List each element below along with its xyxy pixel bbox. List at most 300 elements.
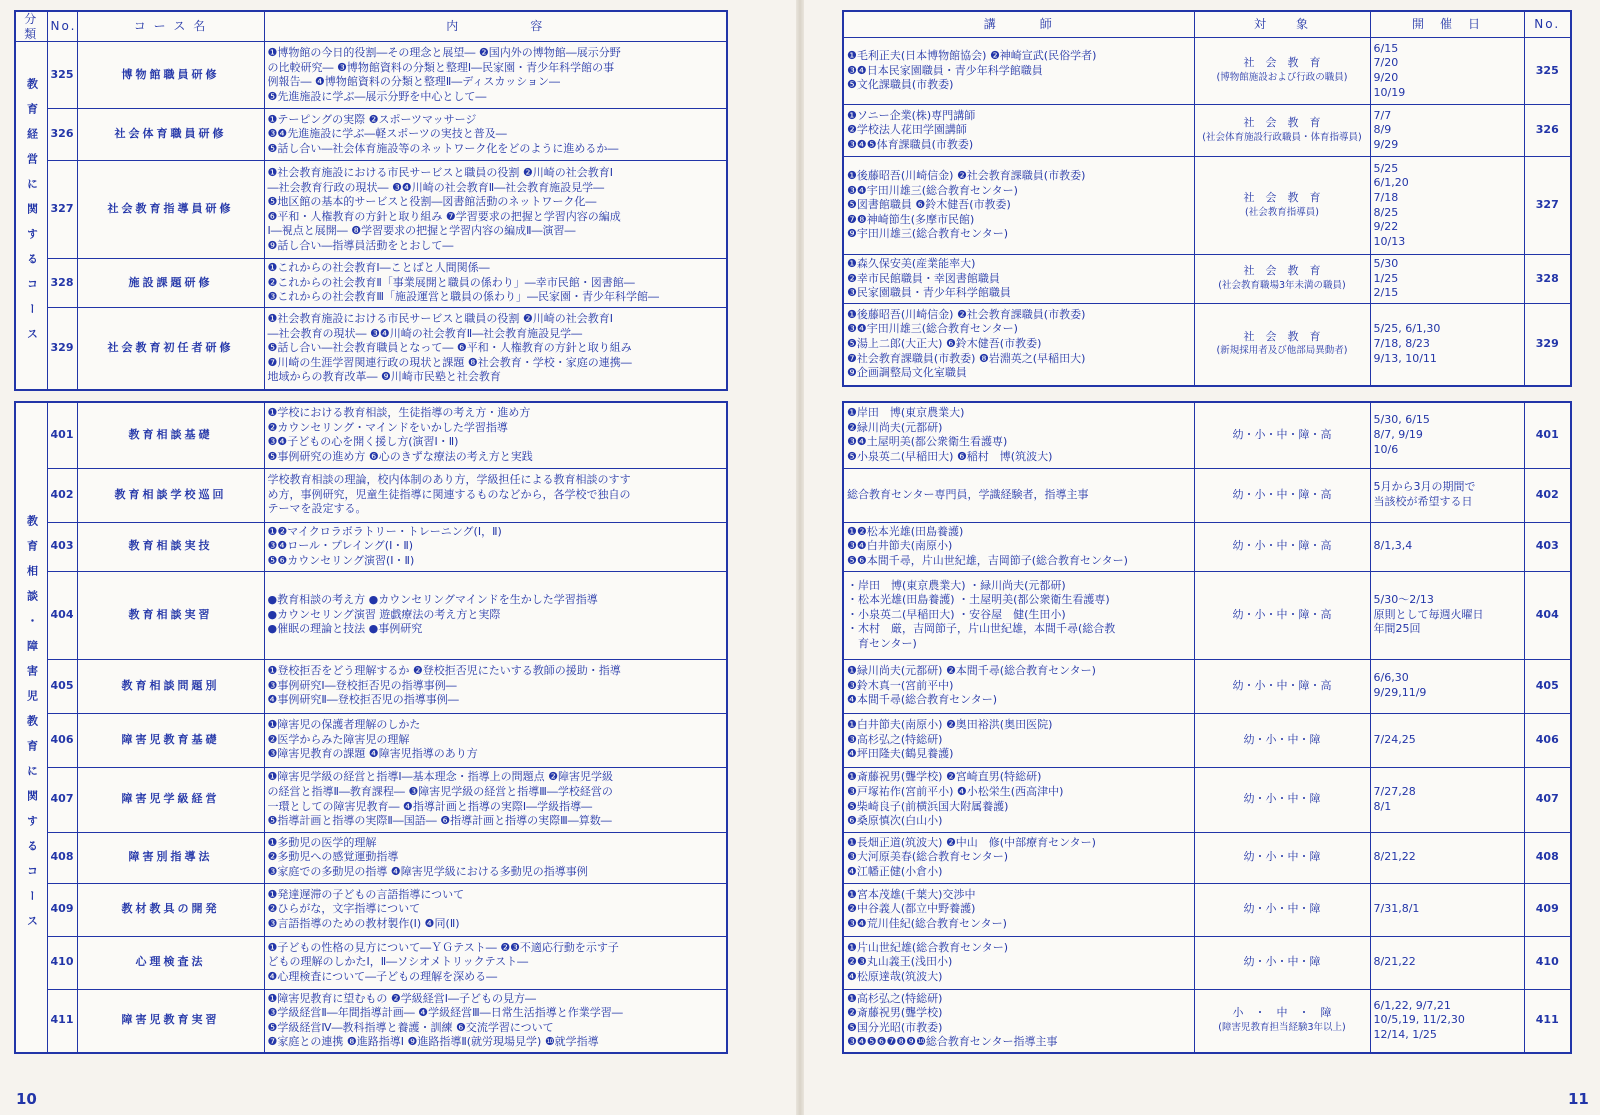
lecturer-cell [843, 767, 1194, 832]
target-label: 社 会 教 育 [1243, 264, 1321, 278]
course-table-left-1 [14, 10, 728, 391]
lecturer-line: ❸❹日本民家園職員・青少年科学館職員 [847, 63, 1043, 77]
date-line: 7/24,25 [1373, 732, 1416, 746]
lecturer-cell [843, 936, 1194, 989]
course-name: 施設課題研修 [77, 259, 264, 308]
date-cell [1370, 659, 1524, 713]
course-detail-row [843, 767, 1571, 832]
course-detail-row [843, 157, 1571, 255]
course-row [15, 161, 727, 259]
lecturer-cell [843, 255, 1194, 304]
target-label: 幼・小・中・障 [1243, 850, 1321, 864]
date-cell [1370, 571, 1524, 659]
table-header-row [15, 11, 727, 42]
lecturer-line: ❶岸田 博(東京農業大) [847, 406, 965, 420]
target-label: 幼・小・中・障 [1243, 955, 1321, 969]
content-line: の経営と指導Ⅱ―教育課程― ❸障害児学級の経営と指導Ⅲ―学校経営の [267, 784, 613, 798]
target-label: 幼・小・中・障・高 [1232, 487, 1332, 501]
date-line: 5/30 [1373, 257, 1399, 271]
target-cell [1194, 468, 1370, 522]
course-table-right-1 [842, 10, 1572, 387]
lecturer-line: ❷幸市民館職員・幸図書館職員 [847, 271, 1000, 285]
course-number: 411 [1524, 989, 1571, 1053]
content-line: ❺先進施設に学ぶ―展示分野を中心として― [267, 89, 487, 103]
course-detail-row [843, 105, 1571, 157]
content-line: ●教育相談の考え方 ●カウンセリングマインドを生かした学習指導 [267, 593, 598, 607]
page-number-right: 11 [1568, 1090, 1589, 1108]
content-line: ❺事例研究の進め方 ❻心のきずな療法の考え方と実践 [267, 449, 533, 463]
lecturer-line: ❺国分光昭(市教委) [847, 1020, 943, 1034]
target-cell [1194, 105, 1370, 157]
target-cell [1194, 767, 1370, 832]
lecturer-line: ❺図書館職員 ❻鈴木健吾(市教委) [847, 198, 1011, 212]
course-number: 410 [47, 936, 77, 989]
lecturer-line: ❹本間千尋(総合教育センター) [847, 693, 998, 707]
lecturer-line: ❸❹荒川佳紀(総合教育センター) [847, 916, 1007, 930]
course-content [264, 659, 727, 713]
course-detail-row [843, 883, 1571, 936]
lecturer-line: ❼社会教育課職員(市教委) ❽岩淵英之(早稲田大) [847, 351, 1086, 365]
course-row [15, 259, 727, 308]
target-cell [1194, 883, 1370, 936]
date-line: 1/25 [1373, 271, 1399, 285]
target-label: 幼・小・中・障・高 [1232, 539, 1332, 553]
content-line: ―社会教育の現状― ❸❹川崎の社会教育Ⅱ―社会教育施設見学― [267, 326, 583, 340]
date-cell [1370, 989, 1524, 1053]
content-line: ❺指導計画と指導の実際Ⅱ―国語― ❻指導計画と指導の実際Ⅲ―算数― [267, 814, 612, 828]
course-number: 410 [1524, 936, 1571, 989]
content-line: Ⅰ―視点と展開― ❽学習要求の把握と学習内容の編成Ⅱ―演習― [267, 224, 576, 238]
course-content [264, 936, 727, 989]
course-number: 406 [1524, 713, 1571, 767]
course-content [264, 989, 727, 1053]
target-note: (社会体育施設行政職員・体育指導員) [1202, 131, 1362, 143]
course-name: 教材教具の開発 [77, 883, 264, 936]
target-cell [1194, 522, 1370, 571]
content-line: 学校教育相談の理論，校内体制のあり方，学級担任による教育相談のすす [267, 473, 631, 487]
date-cell [1370, 38, 1524, 105]
course-number: 326 [1524, 105, 1571, 157]
course-number: 409 [47, 883, 77, 936]
date-line: 6/6,30 [1373, 671, 1409, 685]
date-line: 8/7, 9/19 [1373, 427, 1423, 441]
course-detail-row [843, 713, 1571, 767]
course-number: 408 [47, 832, 77, 883]
date-cell [1370, 936, 1524, 989]
content-line: ❸❹ロール・プレイング(Ⅰ・Ⅱ) [267, 539, 414, 553]
lecturer-line: ❶長畑正道(筑波大) ❷中山 修(中部療育センター) [847, 835, 1096, 849]
lecturer-line: ❷緑川尚夫(元都研) [847, 420, 943, 434]
target-cell [1194, 936, 1370, 989]
lecturer-cell [843, 157, 1194, 255]
course-detail-row [843, 832, 1571, 883]
course-detail-row [843, 304, 1571, 386]
category-label: 教育経営に関するコース [25, 77, 39, 353]
course-name: 障害別指導法 [77, 832, 264, 883]
content-line: ❼川崎の生涯学習関連行政の現状と課題 ❽社会教育・学校・家庭の連携― [267, 355, 632, 369]
lecturer-line: ❶白井節夫(南原小) ❷奥田裕洪(奥田医院) [847, 718, 1053, 732]
lecturer-line: ❻桑原慎次(白山小) [847, 814, 943, 828]
date-line: 5/25, 6/1,30 [1373, 322, 1441, 336]
course-content [264, 832, 727, 883]
lecturer-line: ❸大河原美春(総合教育センター) [847, 850, 1009, 864]
lecturer-line: ❸鈴木真一(宮前平中) [847, 678, 954, 692]
target-note: (社会教育指導員) [1245, 206, 1319, 218]
date-line: 6/15 [1373, 41, 1399, 55]
target-label: 社 会 教 育 [1243, 329, 1321, 343]
date-line: 5/30～2/13 [1373, 593, 1434, 607]
course-number: 401 [47, 402, 77, 468]
course-table-right-2 [842, 401, 1572, 1054]
content-line: ❸事例研究Ⅰ―登校拒否児の指導事例― [267, 678, 457, 692]
lecturer-cell [843, 38, 1194, 105]
target-label: 幼・小・中・障 [1243, 902, 1321, 916]
course-detail-row [843, 989, 1571, 1053]
content-line: ❶多動児の医学的理解 [267, 835, 377, 849]
course-row [15, 522, 727, 571]
lecturer-cell [843, 571, 1194, 659]
date-cell [1370, 304, 1524, 386]
content-line: ❸❹子どもの心を開く援し方(演習Ⅰ・Ⅱ) [267, 435, 459, 449]
course-row [15, 883, 727, 936]
header-date: 開 催 日 [1370, 11, 1524, 38]
content-line: ●カウンセリング演習 遊戯療法の考え方と実際 [267, 607, 501, 621]
date-cell [1370, 883, 1524, 936]
date-line: 2/15 [1373, 286, 1399, 300]
content-line: ❷これからの社会教育Ⅱ「事業展開と職員の係わり」―幸市民館・図書館― [267, 275, 635, 289]
date-line: 8/1 [1373, 799, 1392, 813]
content-line: ❹心理検査について―子どもの理解を深める― [267, 969, 498, 983]
lecturer-line: 総合教育センター専門員，学識経験者，指導主事 [847, 487, 1089, 501]
course-content [264, 308, 727, 390]
course-detail-row [843, 255, 1571, 304]
course-number: 406 [47, 713, 77, 767]
header-lecturer: 講 師 [843, 11, 1194, 38]
date-line: 10/6 [1373, 442, 1399, 456]
lecturer-line: ❶緑川尚夫(元都研) ❷本間千尋(総合教育センター) [847, 664, 1096, 678]
course-number: 328 [1524, 255, 1571, 304]
course-row [15, 659, 727, 713]
lecturer-line: ❸❹白井節夫(南原小) [847, 539, 953, 553]
course-name: 教育相談実技 [77, 522, 264, 571]
content-line: ❶障害児の保護者理解のしかた [267, 718, 421, 732]
course-table-left-2 [14, 401, 728, 1054]
lecturer-line: ❸民家園職員・青少年科学館職員 [847, 286, 1011, 300]
content-line: 地域からの教育改革― ❾川崎市民塾と社会教育 [267, 370, 501, 384]
header-content: 内 容 [264, 11, 727, 42]
course-number: 411 [47, 989, 77, 1053]
content-line: どもの理解のしかたⅠ，Ⅱ―ソシオメトリックテスト― [267, 955, 529, 969]
course-number: 407 [47, 767, 77, 832]
target-note: (障害児教育担当経験3年以上) [1218, 1021, 1346, 1033]
content-line: ●催眠の理論と技法 ●事例研究 [267, 622, 423, 636]
target-cell [1194, 832, 1370, 883]
course-content [264, 259, 727, 308]
date-line: 当該校が希望する日 [1373, 495, 1473, 508]
target-cell [1194, 989, 1370, 1053]
lecturer-line: ❶高杉弘之(特総研) [847, 991, 943, 1005]
content-line: ❶これからの社会教育Ⅰ―ことばと人間関係― [267, 261, 490, 275]
content-line: ❶登校拒否をどう理解するか ❷登校拒否児にたいする教師の援助・指導 [267, 664, 621, 678]
course-number: 329 [1524, 304, 1571, 386]
date-line: 8/25 [1373, 205, 1399, 219]
course-row [15, 468, 727, 522]
content-line: ❶博物館の今日的役割―その理念と展望― ❷国内外の博物館―展示分野 [267, 46, 621, 59]
lecturer-line: ❾企画調整局文化室職員 [847, 366, 967, 380]
lecturer-line: ❹松原達哉(筑波大) [847, 969, 943, 983]
content-line: ❸家庭での多動児の指導 ❹障害児学級における多動児の指導事例 [267, 864, 588, 878]
date-line: 原則として毎週火曜日 [1373, 607, 1484, 621]
course-name: 教育相談基礎 [77, 402, 264, 468]
date-line: 6/1,22, 9/7,21 [1373, 998, 1451, 1012]
lecturer-line: ❸❹❺❻❼❽❾❿総合教育センター指導主事 [847, 1035, 1058, 1049]
target-label: 社 会 教 育 [1243, 56, 1321, 70]
lecturer-line: ❶後藤昭吾(川崎信金) ❷社会教育課職員(市教委) [847, 169, 1086, 183]
lecturer-line: ❹江幡正健(小倉小) [847, 864, 943, 878]
lecturer-line: ❸❹土屋明美(都公衆衛生看護専) [847, 435, 1008, 449]
course-number: 408 [1524, 832, 1571, 883]
course-name: 障害児学級経営 [77, 767, 264, 832]
content-line: ❶障害児教育に望むもの ❷学級経営Ⅰ―子どもの見方― [267, 991, 536, 1005]
date-line: 9/13, 10/11 [1373, 351, 1437, 365]
course-detail-row [843, 402, 1571, 468]
course-name: 教育相談学校巡回 [77, 468, 264, 522]
course-number: 405 [47, 659, 77, 713]
course-detail-row [843, 936, 1571, 989]
content-line: 一環としての障害児教育― ❹指導計画と指導の実際Ⅰ―学級指導― [267, 799, 593, 813]
date-line: 9/29,11/9 [1373, 686, 1427, 699]
date-line: 7/31,8/1 [1373, 902, 1420, 916]
lecturer-line: ❺小泉英二(早稲田大) ❻稲村 博(筑波大) [847, 449, 1053, 463]
date-line: 7/18, 8/23 [1373, 336, 1430, 350]
course-content [264, 713, 727, 767]
target-label: 社 会 教 育 [1243, 115, 1321, 129]
target-note: (博物館施設および行政の職員) [1216, 72, 1348, 83]
date-line: 5/25 [1373, 161, 1399, 175]
date-cell [1370, 105, 1524, 157]
course-name: 教育相談実習 [77, 571, 264, 659]
course-row [15, 42, 727, 109]
course-content [264, 767, 727, 832]
content-line: の比較研究― ❸博物館資料の分類と整理Ⅰ―民家園・青少年科学館の事 [267, 60, 615, 74]
course-detail-row [843, 571, 1571, 659]
lecturer-line: ❶斎藤祝男(聾学校) ❷宮崎直男(特総研) [847, 770, 1042, 784]
course-name: 社会教育初任者研修 [77, 308, 264, 390]
target-label: 幼・小・中・障・高 [1232, 678, 1332, 692]
course-row [15, 989, 727, 1053]
content-line: ❼家庭との連携 ❽進路指導Ⅰ ❾進路指導Ⅱ(就労現場見学) ❿就学指導 [267, 1035, 599, 1049]
course-row [15, 571, 727, 659]
lecturer-line: ❷❸丸山義王(浅田小) [847, 955, 953, 969]
header-category: 分類 [15, 11, 47, 42]
target-cell [1194, 38, 1370, 105]
content-line: ❶障害児学級の経営と指導Ⅰ―基本理念・指導上の問題点 ❷障害児学級 [267, 770, 613, 784]
lecturer-cell [843, 105, 1194, 157]
course-content [264, 402, 727, 468]
content-line: ❷多動児への感覚運動指導 [267, 850, 399, 864]
course-content [264, 522, 727, 571]
lecturer-cell [843, 304, 1194, 386]
date-line: 8/9 [1373, 123, 1392, 137]
date-cell [1370, 255, 1524, 304]
date-cell [1370, 767, 1524, 832]
content-line: ❺話し合い―社会教育職員となって― ❻平和・人権教育の方針と取り組み [267, 341, 632, 355]
content-line: ❶社会教育施設における市民サービスと職員の役割 ❷川崎の社会教育Ⅰ [267, 165, 613, 179]
header-target: 対 象 [1194, 11, 1370, 38]
course-detail-row [843, 38, 1571, 105]
date-line: 5/30, 6/15 [1373, 413, 1430, 427]
lecturer-line: ❸❹宇田川雄三(総合教育センター) [847, 183, 1018, 197]
lecturer-line: ・松本光雄(田島養護) ・土屋明美(都公衆衛生看護専) [847, 593, 1110, 607]
category-cell [15, 42, 47, 390]
date-cell [1370, 402, 1524, 468]
course-number: 328 [47, 259, 77, 308]
lecturer-cell [843, 713, 1194, 767]
content-line: ❸学級経営Ⅱ―年間指導計画― ❹学級経営Ⅲ―日常生活指導と作業学習― [267, 1006, 623, 1020]
category-label: 教育相談・障害児教育に関するコース [25, 515, 39, 940]
target-label: 幼・小・中・障 [1243, 732, 1321, 746]
course-name: 心理検査法 [77, 936, 264, 989]
lecturer-line: ❸戸塚祐作(宮前平小) ❹小松栄生(西高津中) [847, 784, 1064, 798]
lecturer-cell [843, 989, 1194, 1053]
date-line: 10/13 [1373, 234, 1406, 248]
target-note: (社会教育職場3年未満の職員) [1218, 280, 1346, 291]
date-line: 10/19 [1373, 85, 1406, 99]
course-name: 社会教育指導員研修 [77, 161, 264, 259]
course-row [15, 402, 727, 468]
course-number: 401 [1524, 402, 1571, 468]
target-label: 幼・小・中・障 [1243, 792, 1321, 806]
date-cell [1370, 468, 1524, 522]
lecturer-line: ❹坪田隆夫(鶴見養護) [847, 747, 954, 761]
content-line: ❺学級経営Ⅳ―教科指導と養護・訓練 ❻交流学習について [267, 1020, 554, 1034]
target-cell [1194, 255, 1370, 304]
course-name: 障害児教育実習 [77, 989, 264, 1053]
lecturer-line: ❸❹宇田川雄三(総合教育センター) [847, 322, 1018, 336]
date-line: 9/22 [1373, 220, 1399, 234]
course-content [264, 571, 727, 659]
target-label: 幼・小・中・障・高 [1232, 607, 1332, 621]
date-line: 10/5,19, 11/2,30 [1373, 1013, 1465, 1027]
lecturer-line: ❺文化課職員(市教委) [847, 78, 954, 92]
content-line: ❸これからの社会教育Ⅲ「施設運営と職員の係わり」―民家園・青少年科学館― [267, 290, 659, 304]
date-line: 8/21,22 [1373, 955, 1416, 969]
course-content [264, 883, 727, 936]
course-number: 404 [1524, 571, 1571, 659]
header-course: コ ー ス 名 [77, 11, 264, 42]
lecturer-line: ❶ソニー企業(株)専門講師 [847, 108, 976, 122]
lecturer-line: ❾宇田川雄三(総合教育センター) [847, 227, 1009, 241]
course-row [15, 832, 727, 883]
target-label: 幼・小・中・障・高 [1232, 427, 1332, 441]
lecturer-line: ❶片山世紀雄(総合教育センター) [847, 940, 1009, 954]
content-line: ❺話し合い―社会体育施設等のネットワーク化をどのように進めるか― [267, 141, 619, 155]
content-line: テーマを設定する。 [267, 502, 367, 516]
content-line: ❻平和・人権教育の方針と取り組み ❼学習要求の把握と学習内容の編成 [267, 209, 621, 223]
course-number: 403 [47, 522, 77, 571]
date-line: 7/7 [1373, 108, 1392, 122]
content-line: ❶社会教育施設における市民サービスと職員の役割 ❷川崎の社会教育Ⅰ [267, 311, 613, 325]
content-line: ❾話し合い―指導員活動をとおして― [267, 238, 454, 252]
course-number: 329 [47, 308, 77, 390]
course-row [15, 308, 727, 390]
course-number: 407 [1524, 767, 1571, 832]
date-line: 7/27,28 [1373, 784, 1416, 798]
course-number: 409 [1524, 883, 1571, 936]
content-line: ❶テーピングの実際 ❷スポーツマッサージ [267, 112, 477, 126]
target-note: (新規採用者及び他部局異動者) [1216, 345, 1348, 357]
content-line: ❷医学からみた障害児の理解 [267, 732, 410, 746]
target-cell [1194, 659, 1370, 713]
content-line: め方，事例研究，児童生徒指導に関連するものなどから，各学校で独自の [267, 487, 631, 501]
lecturer-line: ❶後藤昭吾(川崎信金) ❷社会教育課職員(市教委) [847, 307, 1086, 321]
date-line: 7/20 [1373, 56, 1399, 70]
content-line: 例報告― ❹博物館資料の分類と整理Ⅱ―ディスカッション― [267, 75, 561, 89]
content-line: ❺地区館の基本的サービスと役割―図書館活動のネットワーク化― [267, 195, 597, 209]
course-row [15, 936, 727, 989]
date-cell [1370, 157, 1524, 255]
date-line: 12/14, 1/25 [1373, 1028, 1437, 1042]
date-line: 年間25回 [1373, 622, 1421, 636]
course-row [15, 767, 727, 832]
course-content [264, 161, 727, 259]
lecturer-line: ・岸田 博(東京農業大) ・緑川尚夫(元都研) [847, 578, 1066, 592]
course-number: 404 [47, 571, 77, 659]
date-line: 8/1,3,4 [1373, 539, 1413, 553]
course-number: 325 [47, 42, 77, 109]
course-number: 327 [47, 161, 77, 259]
course-detail-row [843, 659, 1571, 713]
content-line: ❺❻カウンセリング演習(Ⅰ・Ⅱ) [267, 553, 415, 567]
lecturer-line: ・小泉英二(早稲田大) ・安谷屋 健(生田小) [847, 607, 1066, 621]
lecturer-line: ❺❻本間千尋，片山世紀雄，吉岡節子(総合教育センター) [847, 553, 1128, 567]
lecturer-line: ❷中谷義人(都立中野養護) [847, 902, 976, 916]
course-content [264, 109, 727, 161]
lecturer-line: ❶宮本茂雄(千葉大)交渉中 [847, 887, 976, 901]
lecturer-line: ❺柴崎良子(前横浜国大附属養護) [847, 799, 1009, 813]
lecturer-cell [843, 832, 1194, 883]
course-number: 326 [47, 109, 77, 161]
course-name: 障害児教育基礎 [77, 713, 264, 767]
target-cell [1194, 571, 1370, 659]
course-row [15, 109, 727, 161]
date-line: 6/1,20 [1373, 176, 1409, 190]
lecturer-cell [843, 468, 1194, 522]
lecturer-line: ❶森久保安美(産業能率大) [847, 257, 976, 271]
content-line: ❶❷マイクロラボラトリー・トレーニング(Ⅰ，Ⅱ) [267, 524, 502, 538]
date-cell [1370, 713, 1524, 767]
lecturer-line: ❶❷松本光雄(田島養護) [847, 524, 964, 538]
date-line: 9/29 [1373, 137, 1399, 151]
date-line: 9/20 [1373, 71, 1399, 84]
date-cell [1370, 832, 1524, 883]
date-cell [1370, 522, 1524, 571]
content-line: ―社会教育行政の現状― ❸❹川崎の社会教育Ⅱ―社会教育施設見学― [267, 180, 605, 194]
lecturer-cell [843, 402, 1194, 468]
content-line: ❹事例研究Ⅱ―登校拒否児の指導事例― [267, 693, 459, 707]
date-line: 8/21,22 [1373, 850, 1416, 864]
course-content [264, 42, 727, 109]
course-number: 403 [1524, 522, 1571, 571]
lecturer-line: ❼❽神崎節生(多摩市民館) [847, 212, 975, 226]
target-cell [1194, 304, 1370, 386]
content-line: ❶発達遅滞の子どもの言語指導について [267, 887, 465, 901]
course-number: 402 [1524, 468, 1571, 522]
category-cell [15, 402, 47, 1053]
target-label: 社 会 教 育 [1243, 190, 1321, 204]
course-name: 博物館職員研修 [77, 42, 264, 109]
lecturer-line: ❺湯上二郎(大正大) ❻鈴木健吾(市教委) [847, 336, 1042, 350]
